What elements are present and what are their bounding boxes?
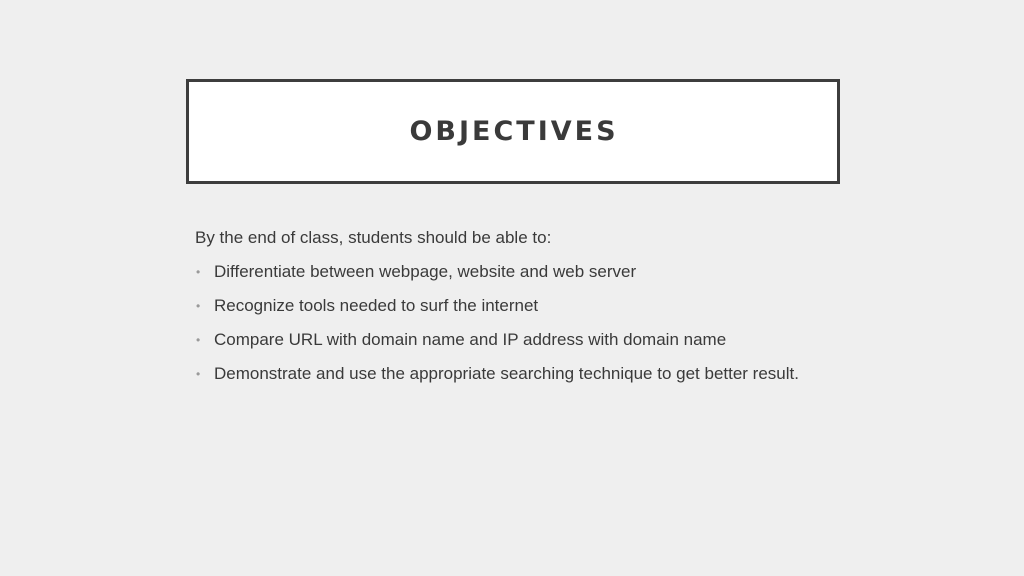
bullet-icon: • [196,265,201,279]
list-item-text: Differentiate between webpage, website and web server [214,262,637,281]
intro-text: By the end of class, students should be able to: [195,228,552,247]
bullet-icon: • [196,367,201,381]
bullet-icon: • [196,299,201,313]
list-item [195,294,915,318]
title-box [186,79,840,184]
bullet-icon: • [196,333,201,347]
list-item [195,328,915,352]
objectives-list [195,260,915,386]
list-item [195,260,915,284]
list-item-text: Compare URL with domain name and IP address with domain name [214,330,727,349]
list-item [195,362,915,386]
slide-content [195,226,915,396]
list-item-text: Demonstrate and use the appropriate searching technique to get better result. [214,364,799,383]
slide-title: OBJECTIVES [409,116,619,147]
list-item-text: Recognize tools needed to surf the internet [214,296,539,315]
